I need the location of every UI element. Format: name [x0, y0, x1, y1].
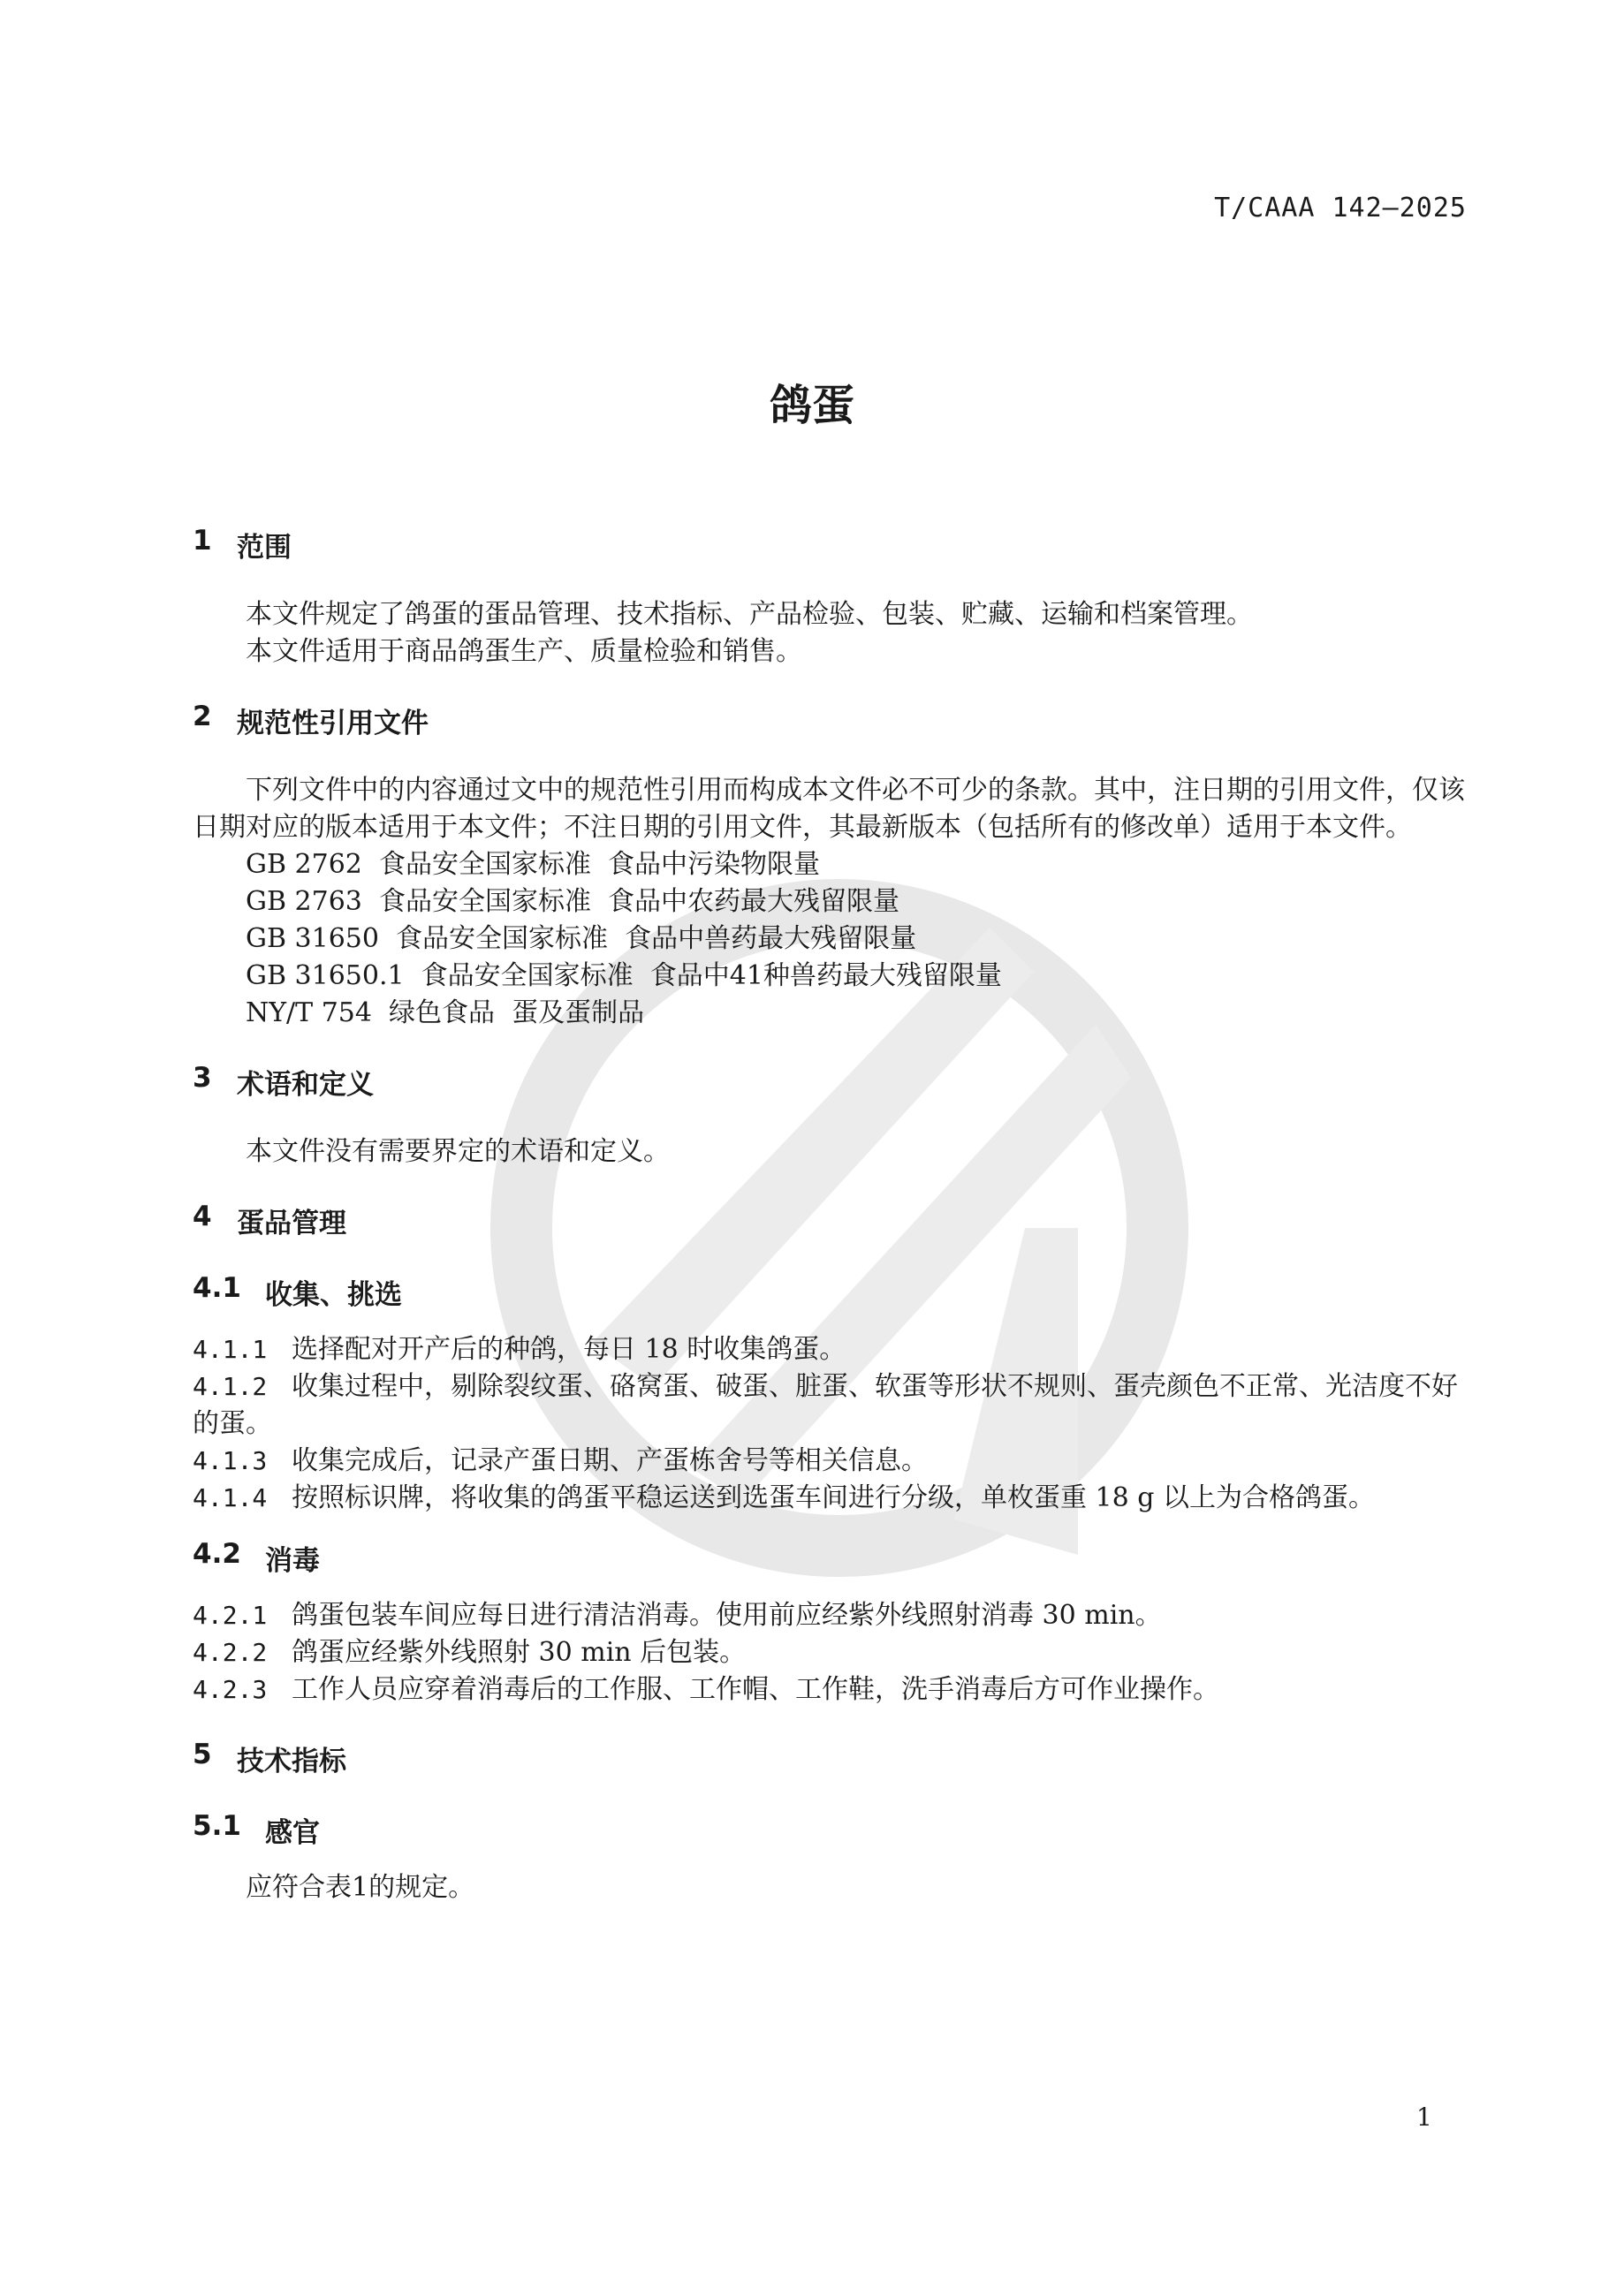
clause: 4.2.1 鸽蛋包装车间应每日进行清洁消毒。使用前应经紫外线照射消毒 30 min。: [193, 1600, 1162, 1631]
document-body: [193, 495, 1465, 1906]
subsection-heading-4-1: 4.1 收集、挑选: [193, 1272, 402, 1311]
page-number: 1: [1416, 2103, 1432, 2132]
reference-item: GB 2762 食品安全国家标准 食品中污染物限量: [246, 849, 821, 880]
section-heading-2: 2 规范性引用文件: [193, 701, 429, 739]
paragraph: 下列文件中的内容通过文中的规范性引用而构成本文件必不可少的条款。其中，注日期的引用文件，仅该日期对应的版本适用于本文件；不注日期的引用文件，其最新版本（包括所有的修改单）适用于本文件。: [193, 775, 1465, 843]
section-heading-4: 4 蛋品管理: [193, 1201, 346, 1239]
clause: 4.1.3 收集完成后，记录产蛋日期、产蛋栋舍号等相关信息。: [193, 1445, 928, 1476]
paragraph: 应符合表1的规定。: [246, 1872, 475, 1903]
standard-number: T/CAAA 142—2025: [1214, 193, 1467, 224]
paragraph: 本文件适用于商品鸽蛋生产、质量检验和销售。: [246, 636, 802, 667]
reference-item: NY/T 754 绿色食品 蛋及蛋制品: [246, 997, 645, 1028]
subsection-heading-5-1: 5.1 感官: [193, 1810, 320, 1849]
clause: 4.1.4 按照标识牌，将收集的鸽蛋平稳运送到选蛋车间进行分级，单枚蛋重 18 g 以上为合格鸽蛋。: [193, 1482, 1375, 1513]
paragraph: 本文件没有需要界定的术语和定义。: [246, 1136, 670, 1167]
subsection-heading-4-2: 4.2 消毒: [193, 1538, 320, 1577]
section-heading-5: 5 技术指标: [193, 1739, 346, 1777]
clause: 4.1.1 选择配对开产后的种鸽，每日 18 时收集鸽蛋。: [193, 1334, 846, 1365]
reference-item: GB 31650.1 食品安全国家标准 食品中41种兽药最大残留限量: [246, 960, 1002, 991]
paragraph: 本文件规定了鸽蛋的蛋品管理、技术指标、产品检验、包装、贮藏、运输和档案管理。: [246, 599, 1253, 630]
clause: 4.2.3 工作人员应穿着消毒后的工作服、工作帽、工作鞋，洗手消毒后方可作业操作。: [193, 1674, 1219, 1705]
document-title: 鸽蛋: [769, 381, 854, 430]
clause: 4.2.2 鸽蛋应经紫外线照射 30 min 后包装。: [193, 1637, 747, 1668]
clause: 4.1.2 收集过程中，剔除裂纹蛋、硌窝蛋、破蛋、脏蛋、软蛋等形状不规则、蛋壳颜色不正常、光洁度不好的蛋。: [193, 1371, 1458, 1439]
reference-item: GB 2763 食品安全国家标准 食品中农药最大残留限量: [246, 886, 900, 917]
reference-item: GB 31650 食品安全国家标准 食品中兽药最大残留限量: [246, 923, 917, 954]
section-heading-3: 3 术语和定义: [193, 1062, 374, 1101]
section-heading-1: 1 范围: [193, 525, 292, 564]
